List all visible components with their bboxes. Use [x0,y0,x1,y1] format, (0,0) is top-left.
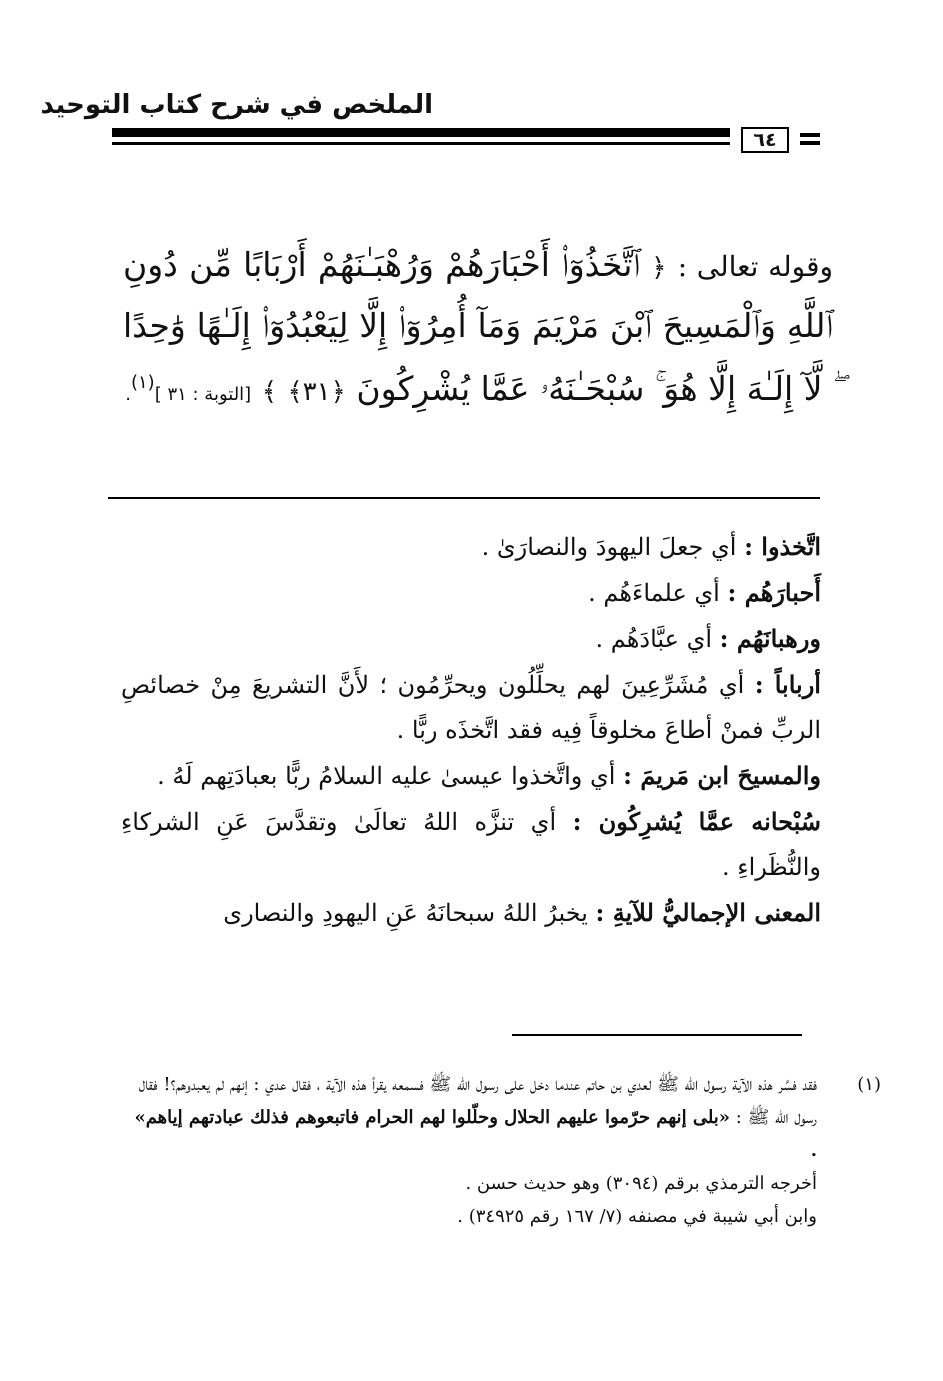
header-rule-right [800,133,820,137]
section-divider [108,497,820,499]
glossary-entry [121,524,821,570]
running-title: الملخص في شرح كتاب التوحيد [40,90,433,120]
glossary-definition: أي عبَّادَهُم . [595,625,713,653]
footnote-rule [512,1034,802,1036]
ayah-number-mark: ﴿٣١﴾ [287,377,346,407]
footnote-line: أخرجه الترمذي برقم (٣٠٩٤) وهو حديث حسن . [465,1173,817,1194]
glossary-term: اتَّخذوا : [744,532,821,561]
glossary-term: والمسيحَ ابن مَريمَ : [623,761,821,790]
footnote-marker: (١) [130,372,155,393]
glossary-entry [121,662,821,753]
footnote-number: (١) [857,1074,881,1095]
glossary-entry [121,799,821,890]
glossary-entry [121,616,821,662]
glossary-term: ورهبانَهُم : [719,624,821,653]
verse-open-bracket: ﴿ [651,253,667,283]
glossary-entry [121,890,821,936]
glossary-definition: أي علماءَهُم . [588,579,720,607]
glossary [121,524,821,936]
header-rule-right-2 [800,141,820,145]
glossary-definition: أي واتَّخذوا عيسىٰ عليه السلامُ ربًّا بعبادَتِهم لَهُ . [157,762,616,790]
glossary-term: أرباباً : [754,670,821,699]
verse-close-bracket: ﴾ [261,377,277,407]
glossary-definition: أي جعلَ اليهودَ والنصارَىٰ . [481,533,737,561]
glossary-term: المعنى الإجماليُّ للآيةِ : [595,898,821,927]
footnote-hadith-quote: «بلى إنهم حرّموا عليهم الحلال وحلّلوا لهم الحرام فاتبعوهم فذلك عبادتهم إياهم» . [134,1107,817,1161]
glossary-definition: أي تنزَّه اللهُ تعالَىٰ وتقدَّسَ عَنِ الشركاءِ والنُّظَراءِ . [121,808,821,881]
glossary-definition: يخبرُ اللهُ سبحانَهُ عَنِ اليهودِ والنصارى [223,899,588,927]
header-rule-thin [112,142,730,145]
footnote-text: فقد فسَّر هذه الآية رسول الله ﷺ لعدي بن حاتم عندما دخل على رسول الله ﷺ فسمعه يقرأ هذه الآية ، فقال عدي : إنهم لم يعبدوهم؟! فقال رسول الله ﷺ : [138,1074,817,1128]
footnote-line: وابن أبي شيبة في مصنفه (٧/ ١٦٧ رقم ٣٤٩٢٥) . [457,1206,817,1227]
header-rule [112,128,730,137]
page-number: ٦٤ [741,127,789,153]
verse-reference: [التوبة : ٣١ ] [154,384,252,405]
glossary-term: سُبْحانه عمَّا يُشرِكُون : [572,807,821,836]
glossary-entry [121,570,821,616]
footnote [127,1068,881,1233]
quran-verse: وقوله تعالى : ﴿ ٱتَّخَذُوٓا۟ أَحْبَارَهُمْ وَرُهْبَـٰنَهُمْ أَرْبَابًا مِّن دُونِ ٱللَّهِ وَٱلْمَسِيحَ ٱبْنَ مَرْيَمَ وَمَآ أُمِرُوٓا۟ إِلَّا لِيَعْبُدُوٓا۟ إِلَـٰهًا وَٰحِدًا ۖ لَّآ إِلَـٰهَ إِلَّا هُوَ ۚ سُبْحَـٰنَهُۥ عَمَّا يُشْرِكُونَ ﴿٣١﴾ ﴾ [التوبة : ٣١ ]$^{(١)}$. [123,245,833,408]
glossary-definition: أي مُشَرِّعِينَ لهم يحلِّلُون ويحرِّمُون ؛ لأَنَّ التشريعَ مِنْ خصائصِ الربِّ فمنْ أطاعَ مخلوقاً فِيه فقد اتَّخذَه ربًّا . [121,671,821,744]
footnote-line [127,1068,817,1167]
verse-text: ٱتَّخَذُوٓا۟ أَحْبَارَهُمْ وَرُهْبَـٰنَهُمْ أَرْبَابًا مِّن دُونِ ٱللَّهِ وَٱلْمَسِيحَ ٱبْنَ مَرْيَمَ وَمَآ أُمِرُوٓا۟ إِلَّا لِيَعْبُدُوٓا۟ إِلَـٰهًا وَٰحِدًا ۖ لَّآ إِلَـٰهَ إِلَّا هُوَ ۚ سُبْحَـٰنَهُۥ عَمَّا يُشْرِكُونَ [123,245,833,408]
glossary-term: أَحبارَهُم : [727,578,821,607]
glossary-entry [121,753,821,799]
verse-intro: وقوله تعالى : [677,250,833,283]
